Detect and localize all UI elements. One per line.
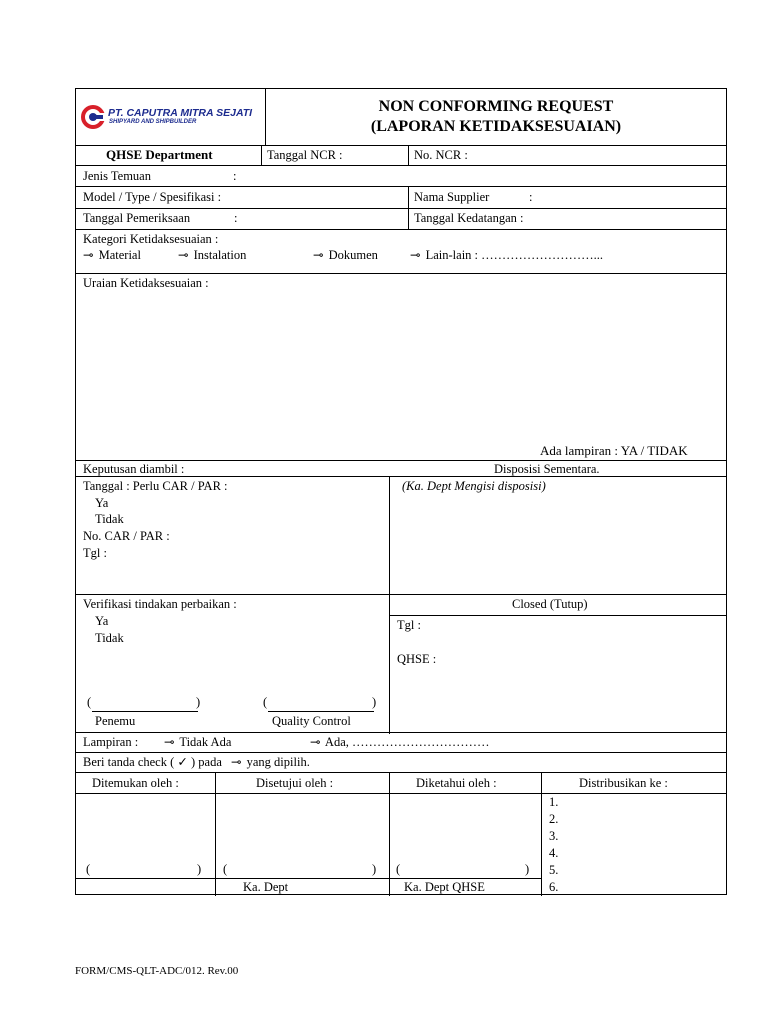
disetujui-paren-close: ) (372, 862, 377, 876)
lampiran-tidak-ada-option[interactable] (164, 735, 231, 749)
diketahui-paren-open: ( (396, 862, 401, 876)
instalation-label: Instalation (193, 248, 247, 262)
distribution-item: 1. (549, 795, 559, 809)
kategori-dokumen-option[interactable] (313, 248, 378, 262)
checkbox-icon: ⊸ (310, 735, 321, 749)
tanggal-car-label: Tanggal : Perlu CAR / PAR : (83, 479, 228, 493)
dokumen-label: Dokumen (328, 248, 378, 262)
instruction-part1: Beri tanda check ( ✓ ) pada (83, 755, 222, 769)
lainlain-label: Lain-lain : ………………………... (425, 248, 604, 262)
keputusan-label: Keputusan diambil : (83, 462, 185, 476)
ditemukan-paren-open: ( (86, 862, 91, 876)
kategori-material-option[interactable] (83, 248, 141, 262)
department-label: QHSE Department (106, 147, 213, 162)
ada-lampiran-label: Ada lampiran : YA / TIDAK (540, 443, 688, 458)
ada-label: Ada, …………………………… (324, 735, 490, 749)
jenis-temuan-colon: : (233, 169, 237, 183)
logo-emblem-icon (80, 104, 106, 130)
penemu-label: Penemu (95, 714, 136, 728)
company-tagline: SHIPYARD AND SHIPBUILDER (109, 119, 197, 125)
no-ncr-label: No. NCR : (414, 148, 468, 162)
car-tgl-label: Tgl : (83, 546, 107, 560)
tanggal-ncr-label: Tanggal NCR : (267, 148, 343, 162)
nama-supplier-colon: : (529, 190, 533, 204)
closed-qhse-label: QHSE : (397, 652, 437, 666)
company-logo (80, 103, 266, 131)
qc-signature-line (268, 711, 374, 712)
penemu-signature-line (92, 711, 198, 712)
form-title: NON CONFORMING REQUEST (378, 98, 614, 115)
kategori-label: Kategori Ketidaksesuaian : (83, 232, 219, 246)
tanggal-pemeriksaan-label: Tanggal Pemeriksaan (83, 211, 191, 225)
checkbox-icon: ⊸ (410, 248, 421, 262)
disetujui-paren-open: ( (223, 862, 228, 876)
disetujui-header: Disetujui oleh : (256, 776, 334, 790)
closed-tgl-label: Tgl : (397, 618, 421, 632)
model-label: Model / Type / Spesifikasi : (83, 190, 222, 204)
no-car-label: No. CAR / PAR : (83, 529, 170, 543)
qc-paren-close: ) (372, 695, 377, 709)
material-label: Material (98, 248, 141, 262)
tanggal-pemeriksaan-colon: : (234, 211, 238, 225)
distribution-item: 3. (549, 829, 559, 843)
checkbox-icon: ⊸ (178, 248, 189, 262)
ka-dept-label: Ka. Dept (243, 880, 289, 894)
company-name: PT. CAPUTRA MITRA SEJATI (108, 107, 253, 119)
lampiran-label: Lampiran : (83, 735, 139, 749)
ka-dept-qhse-label: Ka. Dept QHSE (404, 880, 485, 894)
instruction-text (83, 755, 310, 769)
checkbox-icon: ⊸ (313, 248, 324, 262)
diketahui-header: Diketahui oleh : (416, 776, 497, 790)
ditemukan-header: Ditemukan oleh : (92, 776, 179, 790)
tanggal-kedatangan-label: Tanggal Kedatangan : (414, 211, 524, 225)
tidak-ada-label: Tidak Ada (179, 735, 232, 749)
quality-control-label: Quality Control (272, 714, 351, 728)
form-subtitle: (LAPORAN KETIDAKSESUAIAN) (370, 118, 622, 135)
kategori-instalation-option[interactable] (178, 248, 246, 262)
closed-label: Closed (Tutup) (512, 597, 588, 611)
penemu-paren-close: ) (196, 695, 201, 709)
distribution-item: 4. (549, 846, 559, 860)
car-ya-option[interactable]: Ya (95, 496, 109, 510)
checkbox-icon: ⊸ (83, 248, 94, 262)
form-code-footer: FORM/CMS-QLT-ADC/012. Rev.00 (75, 965, 239, 977)
kategori-lainlain-option[interactable] (410, 248, 603, 262)
ncr-form (75, 88, 727, 895)
lampiran-ada-option[interactable] (310, 735, 490, 749)
diketahui-paren-close: ) (525, 862, 530, 876)
distribution-item: 5. (549, 863, 559, 877)
uraian-field[interactable] (83, 292, 719, 442)
jenis-temuan-label: Jenis Temuan (83, 169, 151, 183)
distribution-item: 2. (549, 812, 559, 826)
car-tidak-option[interactable]: Tidak (95, 512, 124, 526)
checkbox-icon: ⊸ (164, 735, 175, 749)
distribution-item: 6. (549, 880, 559, 894)
nama-supplier-label: Nama Supplier (414, 190, 490, 204)
penemu-paren-open: ( (87, 695, 92, 709)
qc-paren-open: ( (263, 695, 268, 709)
verifikasi-ya-option[interactable]: Ya (95, 614, 109, 628)
disposisi-sementara-label: Disposisi Sementara. (494, 462, 600, 476)
verifikasi-label: Verifikasi tindakan perbaikan : (83, 597, 237, 611)
uraian-label: Uraian Ketidaksesuaian : (83, 276, 209, 290)
disposisi-note: (Ka. Dept Mengisi disposisi) (402, 479, 546, 493)
checkbox-icon: ⊸ (231, 755, 242, 769)
verifikasi-tidak-option[interactable]: Tidak (95, 631, 124, 645)
ditemukan-paren-close: ) (197, 862, 202, 876)
instruction-part2: yang dipilih. (246, 755, 310, 769)
distribusikan-header: Distribusikan ke : (579, 776, 668, 790)
